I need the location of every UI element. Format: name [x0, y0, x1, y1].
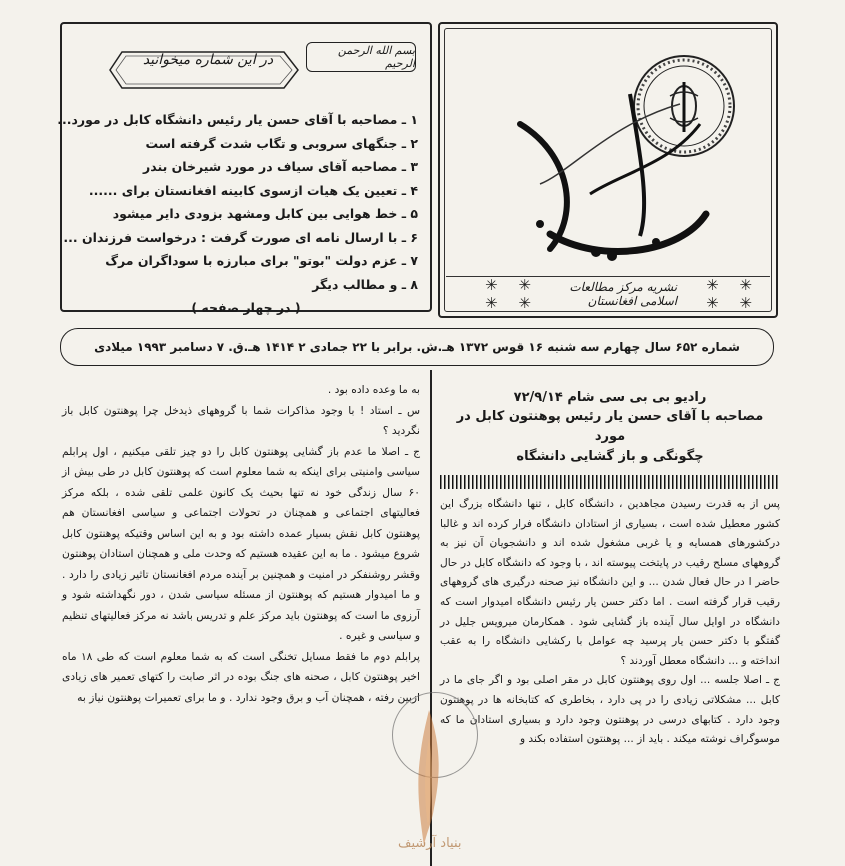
pages-note: ( در چهار صفحه ): [191, 300, 301, 315]
paragraph: به ما وعده داده بود .: [327, 383, 420, 396]
toc-item: ۸ ـ و مطالب دیگر: [312, 276, 418, 292]
in-issue-banner: [108, 44, 300, 96]
contents-box: [57, 22, 432, 315]
paragraph: ج ـ اصلا جلسه ... اول روی پوهنتون کابل در مقر اصلی بود و اگر جای ما در کابل ... مشکلاتی زیادی را در پی دارد ، بخاطری که کتابخانه ها در پوهنتون وجود دارد . کتابهای درسی در پوهنتون وجود دارد و بسیاری استادان ما که موسوگراف نوشته میکند . باید از ... پوهنتون استفاده بکند و: [440, 674, 780, 746]
toc-item: ۲ ـ جنگهای سروبی و تگاب شدت گرفته است: [145, 135, 418, 151]
toc-item: ۶ ـ با ارسال نامه ای صورت گرفت : درخواست فرزندان ...: [63, 229, 418, 245]
stars-left: ✳ ✳ ✳ ✳: [484, 275, 539, 312]
in-issue-label: در این شماره میخوانید: [142, 52, 274, 68]
left-column: [62, 380, 420, 708]
table-of-contents: [57, 108, 418, 320]
archive-watermark: بنیاد آرشیف: [398, 836, 462, 851]
paragraph: پرابلم دوم ما فقط مسایل تخنگی است که به شما معلوم است که طی ۱۸ ماه اخیر پوهنتون کابل ، صحنه های جنگ بوده در اثر صابت را کتهای تعمیر های زیادی ازبین رفته ، همچنان آب و برق وجود ندارد . و ما برای تعمیرات پوهنتون نیاز به: [62, 649, 420, 704]
paragraph: پس از به قدرت رسیدن مجاهدین ، دانشگاه کابل ، تنها دانشگاه بزرگ این کشور معطیل شده است ، بسیاری از استادان دانشگاه فرار کرده اند و غالبا درکشورهای همسایه و یا غربی مشغول شده اند و دانشجویان آن نیز به گروههای مسلح رقیب در پایتخت پیوسته اند ، با وجود که دانشگاه کابل در حال حاضر ا در حال فعال شدن ... و این دانشگاه نیز صحنه درگیری های گروههای رقیب قرار گرفته است . اما دکتر حسن یار رئیس دانشگاه امیدوار است که دانشگاه در اوایل سال آینده باز گشایی شود . همکارمان میرویس جلیل در گفتگو با دکتر حسن یار پرسید چه عوامل با رکشایی دانشگاه را به عقب انداخته و ... دانشگاه معطل آوردند ؟: [440, 498, 780, 667]
headline-line-1: مصاحبه با آقای حسن یار رئیس پوهنتون کابل در مورد: [456, 409, 764, 444]
right-column: [440, 384, 780, 750]
toc-item: ۴ ـ تعیین یک هیات ازسوی کابینه افغانستان برای ......: [88, 182, 418, 198]
hatched-divider: [440, 475, 780, 489]
flame-watermark-icon: [412, 708, 446, 848]
article-headline: [440, 407, 780, 467]
paragraph: ج ـ اصلا ما عدم باز گشایی پوهنتون کابل را دو چیز تلقی میکنیم ، اول پرابلم سیاسی وامنیتی برای اینکه به شما معلوم است که پوهنتون کابل در طی بیش از ۶۰ سال زندگی خود نه تنها بحیث یک کانون علمی تلقی شده ، بلکه مرکز فعالیتهای اجتماعی و همچنان در تحولات اجتماعی و سیاسی افغانستان هم پوهنتون کابل نقش بسیار عمده داشته بود و به این اساس وقتیکه پوهنتون کابل شروع میشود . ما به این عقیده هستیم که وحدت ملی و همچنان استادان پوهنتون وقشر روشنفکر در امنیت و همچنین بر آینده مردم افغانستان تاثیر زیادی را دارد . و ما امیدوار هستیم که پوهنتون از مسئله سیاسی شدن ، دور نگهداشته شود و آرزوی ما است که پوهنتون باید مرکز علم و تدریس باشد نه مرکز فعالیتهای تنظیم و سیاسی و غیره .: [62, 444, 420, 642]
toc-item: ۱ ـ مصاحبه با آقای حسن یار رئیس دانشگاه کابل در مورد...: [57, 112, 418, 127]
masthead: [438, 22, 778, 318]
article-body-right: [440, 495, 780, 750]
basmala-label: بسم الله الرحمن الرحیم: [306, 42, 416, 72]
headline-line-2: چگونگی و باز گشایی دانشگاه: [516, 449, 704, 464]
paragraph: س ـ استاد ! با وجود مذاکرات شما با گروههای ذیدخل چرا پوهنتون کابل باز نگردید ؟: [62, 403, 420, 437]
toc-item: ۷ ـ عزم دولت "بوتو" برای مبارزه با سوداگران مرگ: [105, 253, 418, 268]
toc-item: ۳ ـ مصاحبه آقای سیاف در مورد شیرخان بندر: [143, 159, 418, 174]
issue-date-bar: [60, 328, 774, 366]
issue-date-text: شماره ۶۵۲ سال چهارم سه شنبه ۱۶ قوس ۱۳۷۲ هـ.ش. برابر با ۲۲ جمادی ۲ ۱۴۱۴ هـ.ق. ۷ دسامبر ۱۹۹۳ میلادی: [94, 340, 740, 354]
motto-text: نشریه مرکز مطالعات اسلامی افغانستان: [569, 279, 678, 308]
stars-right: ✳ ✳ ✳ ✳: [706, 275, 760, 312]
paper-logo-calligraphy: [480, 64, 720, 274]
toc-item: ۵ ـ خط هوایی بین کابل ومشهد بزودی دایر میشود: [112, 206, 418, 221]
article-body-left: [62, 380, 420, 708]
article-kicker: رادیو بی بی سی شام ۷۲/۹/۱۴: [513, 390, 707, 405]
motto-strip: [446, 276, 770, 310]
